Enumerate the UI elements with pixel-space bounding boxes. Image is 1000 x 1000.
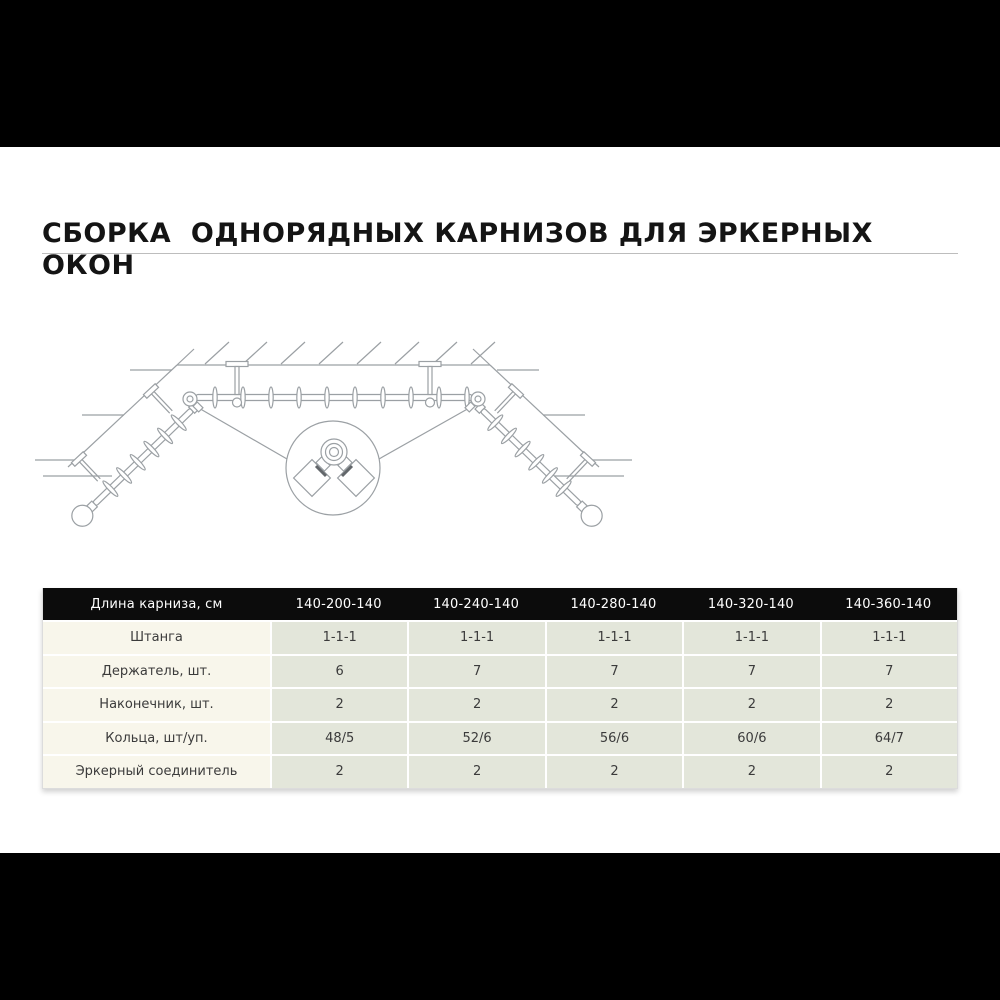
table-cell: 60/6 [684,723,819,755]
row-label: Эркерный соединитель [43,756,270,788]
table-cell: 7 [684,656,819,688]
table-cell: 52/6 [409,723,544,755]
table-cell: 2 [409,756,544,788]
row-label: Наконечник, шт. [43,689,270,721]
header-cell-size-2: 140-240-140 [433,596,520,612]
table-cell: 1-1-1 [409,622,544,654]
row-label: Штанга [43,622,270,654]
table-cell: 6 [272,656,407,688]
table-cell: 56/6 [547,723,682,755]
angled-rod-right [471,398,607,530]
top-letterbox-bar [0,0,1000,147]
wall-bracket-right-upper [495,384,524,413]
table-cell: 2 [684,756,819,788]
row-label: Держатель, шт. [43,656,270,688]
header-cell-size-3: 140-280-140 [570,596,657,612]
table-cell: 2 [409,689,544,721]
table-cell: 1-1-1 [822,622,957,654]
table-cell: 2 [822,689,957,721]
table-cell: 2 [547,756,682,788]
table-cell: 48/5 [272,723,407,755]
table-cell: 7 [409,656,544,688]
angled-rod-left [67,398,203,530]
spec-table-header [43,588,957,620]
table-cell: 64/7 [822,723,957,755]
spec-table [42,588,958,789]
table-cell: 2 [822,756,957,788]
title-divider [42,253,958,254]
page-title: СБОРКА ОДНОРЯДНЫХ КАРНИЗОВ ДЛЯ ЭРКЕРНЫХ ОКОН [42,218,883,282]
table-cell: 2 [684,689,819,721]
row-label: Кольца, шт/уп. [43,723,270,755]
wall-bracket-left-lower [71,452,100,481]
spec-table-body [43,620,957,788]
table-cell: 1-1-1 [272,622,407,654]
bay-cornice-assembly-diagram [35,335,635,575]
magnifier-detail [286,421,380,515]
table-cell: 1-1-1 [684,622,819,654]
table-cell: 2 [547,689,682,721]
header-cell-length: Длина карниза, см [90,596,223,612]
table-cell: 2 [272,689,407,721]
table-cell: 2 [272,756,407,788]
table-cell: 7 [822,656,957,688]
header-cell-size-1: 140-200-140 [295,596,382,612]
header-cell-size-5: 140-360-140 [845,596,932,612]
bottom-letterbox-bar [0,853,1000,1000]
table-cell: 1-1-1 [547,622,682,654]
table-cell: 7 [547,656,682,688]
wall-bracket-right-lower [567,452,596,481]
header-cell-size-4: 140-320-140 [707,596,794,612]
wall-bracket-left-upper [143,384,172,413]
